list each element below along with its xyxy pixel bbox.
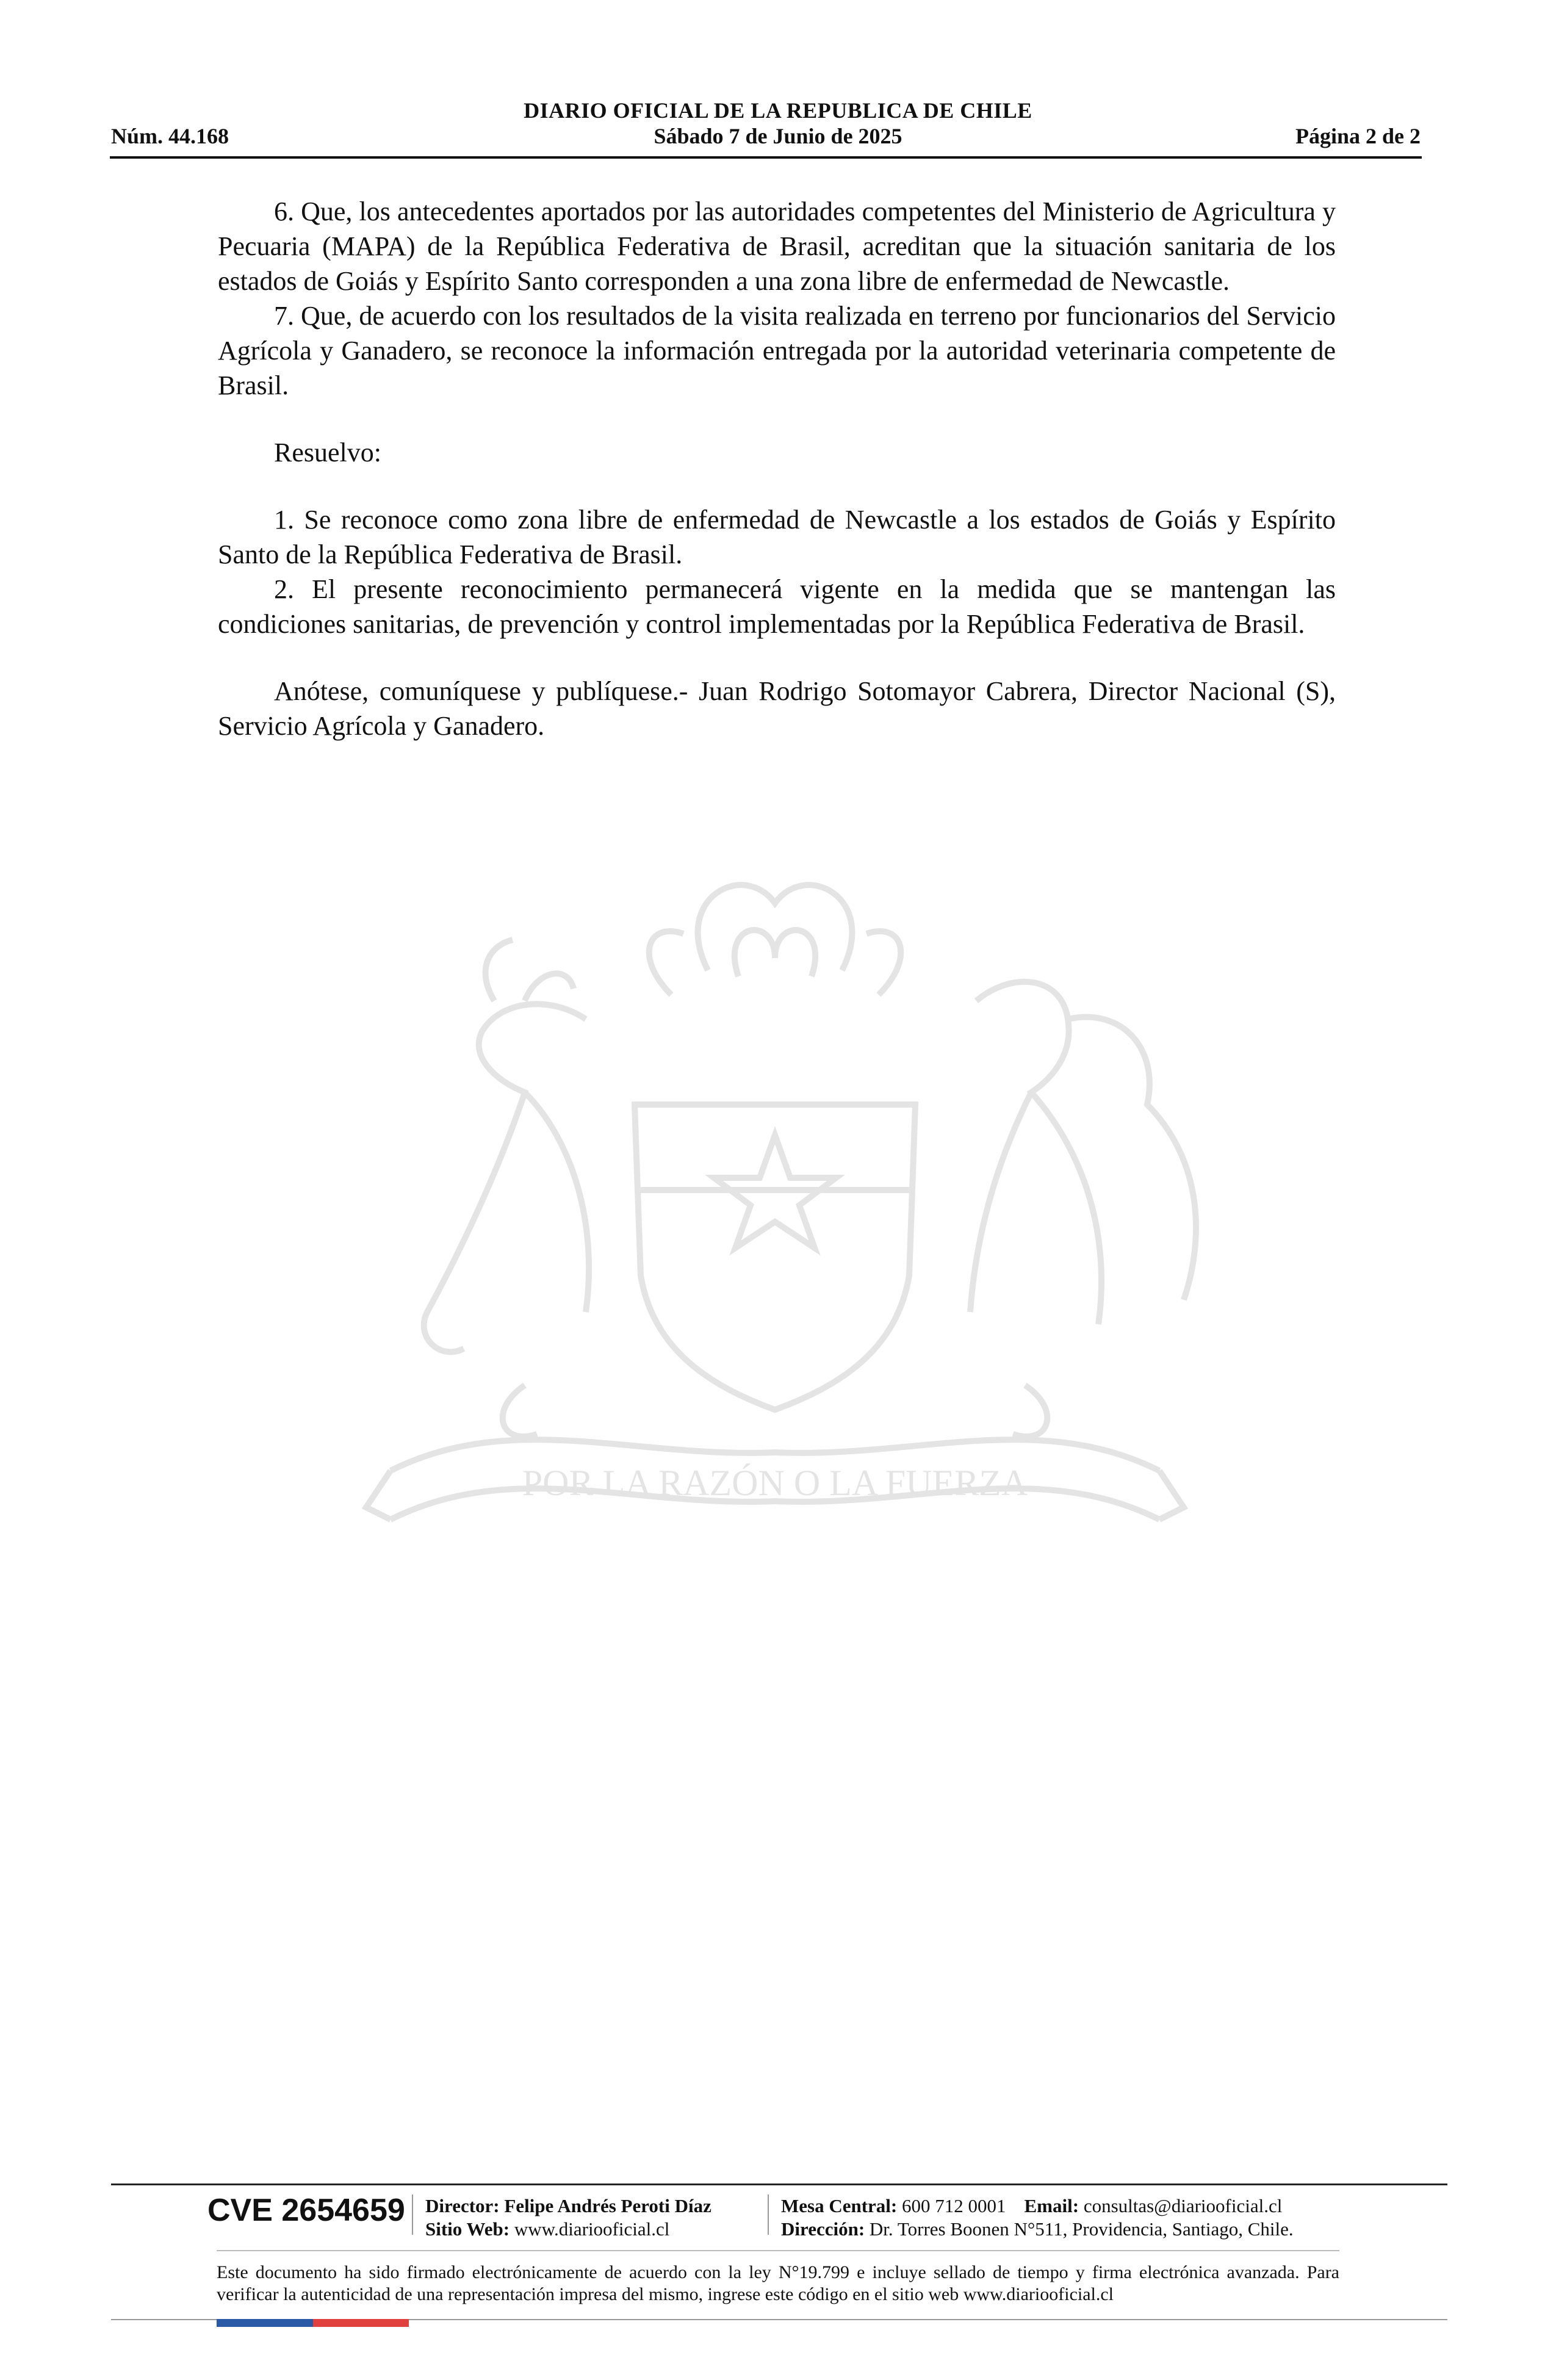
watermark-motto: POR LA RAZÓN O LA FUERZA [522,1463,1028,1503]
considerando-7: 7. Que, de acuerdo con los resultados de la visita realizada en terreno por funcionarios del Servicio Agrícola y Ganadero, se reconoce la información entregada por la autoridad veterinaria competente de Brasil. [218,301,1336,400]
issue-number: Núm. 44.168 [111,124,229,148]
resolution-1: 1. Se reconoce como zona libre de enfermedad de Newcastle a los estados de Goiás y Espírito Santo de la República Federativa de Brasil. [218,505,1336,569]
header-divider [110,156,1422,159]
resuelvo-heading: Resuelvo: [274,438,381,467]
web-link[interactable]: www.diariooficial.cl [514,2218,670,2240]
mesa-label: Mesa Central: [781,2195,898,2216]
director-label: Director: [425,2195,500,2216]
flag-stripe-red [313,2319,409,2327]
considerando-6: 6. Que, los antecedentes aportados por las autoridades competentes del Ministerio de Agricultura y Pecuaria (MAPA) de la República Federativa de Brasil, acreditan que la situación sanitaria de los estados de Goiás y Espírito Santo corresponden a una zona libre de enfermedad de Newcastle. [218,197,1336,296]
web-label: Sitio Web: [425,2218,510,2240]
page-indicator: Página 2 de 2 [1295,124,1421,148]
footer-legal-notice: Este documento ha sido firmado electrónicamente de acuerdo con la ley N°19.799 e incluye sellado de tiempo y firma electrónica avanzada. Para verificar la autenticidad de una representación impresa del mismo, ingrese este código en el sitio web www.diariooficial.cl [217,2262,1339,2304]
mesa-phone: 600 712 0001 [902,2195,1006,2216]
direccion-label: Dirección: [781,2218,865,2240]
footer-mid-rule [217,2250,1339,2251]
director-name: Felipe Andrés Peroti Díaz [504,2195,711,2216]
footer-divider-1 [412,2194,413,2235]
footer-divider-2 [768,2194,769,2235]
email-label: Email: [1024,2195,1079,2216]
gazette-title: DIARIO OFICIAL DE LA REPUBLICA DE CHILE [524,98,1032,123]
footer-director-block [425,2194,711,2241]
cve-code: CVE 2654659 [207,2193,405,2228]
footer-contact-block [781,2194,1294,2241]
footer-top-rule [111,2183,1447,2185]
flag-stripe-blue [217,2319,313,2327]
resolution-2: 2. El presente reconocimiento permanecerá vigente en la medida que se mantengan las condiciones sanitarias, de prevención y control implementadas por la República Federativa de Brasil. [218,574,1336,639]
email-link[interactable]: consultas@diariooficial.cl [1083,2195,1283,2216]
direccion-value: Dr. Torres Boonen N°511, Providencia, Santiago, Chile. [869,2218,1294,2240]
coat-of-arms-watermark-icon [207,848,1342,1678]
document-body [218,194,1336,743]
closing-signature: Anótese, comuníquese y publíquese.- Juan Rodrigo Sotomayor Cabrera, Director Nacional (S), Servicio Agrícola y Ganadero. [218,676,1336,741]
issue-date: Sábado 7 de Junio de 2025 [654,124,902,148]
